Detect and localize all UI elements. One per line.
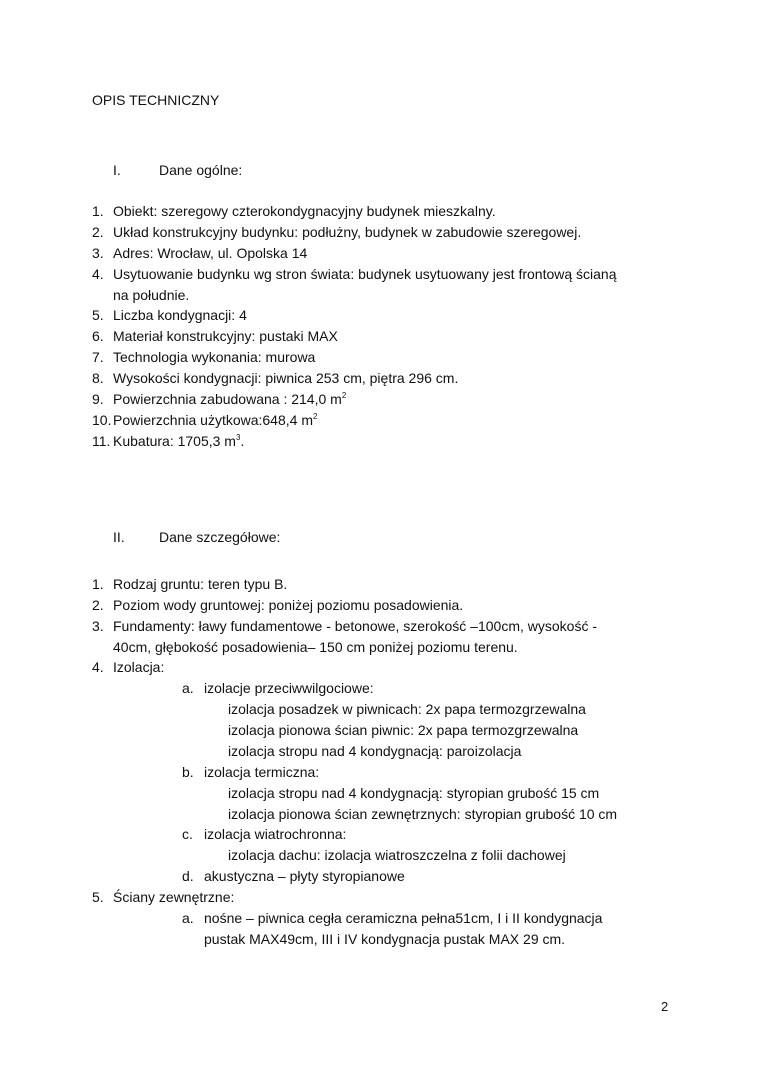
section-1-number: I.	[113, 162, 121, 178]
list-item-number: 9.	[92, 391, 104, 407]
page-number: 2	[661, 999, 669, 1014]
list-item: Adres: Wrocław, ul. Opolska 14	[113, 245, 308, 261]
list-item-number: 1.	[92, 576, 104, 592]
list-item: Liczba kondygnacji: 4	[113, 307, 247, 323]
section-2-title: Dane szczegółowe:	[159, 529, 281, 545]
sublist-item-continuation: pustak MAX49cm, III i IV kondygnacja pustak MAX 29 cm.	[204, 931, 566, 947]
document-title: OPIS TECHNICZNY	[92, 92, 220, 108]
section-1-title: Dane ogólne:	[159, 162, 243, 178]
list-item-number: 4.	[92, 659, 104, 675]
list-item: Poziom wody gruntowej: poniżej poziomu posadowienia.	[113, 597, 464, 613]
list-item-number: 3.	[92, 245, 104, 261]
list-item-number: 10.	[92, 412, 112, 428]
detail-line: izolacja posadzek w piwnicach: 2x papa termozgrzewalna	[228, 701, 586, 717]
list-item-suffix: .	[240, 433, 245, 449]
list-item-text: Powierzchnia użytkowa:648,4 m	[113, 412, 313, 428]
sublist-item: nośne – piwnica cegła ceramiczna pełna51cm, I i II kondygnacja	[204, 910, 603, 926]
sublist-item: izolacje przeciwwilgociowe:	[204, 680, 374, 696]
list-item: Rodzaj gruntu: teren typu B.	[113, 576, 288, 592]
list-item-text: Kubatura: 1705,3 m	[113, 433, 236, 449]
list-item-number: 11.	[92, 433, 111, 449]
list-item-number: 2.	[92, 224, 104, 240]
list-item	[113, 431, 244, 452]
section-2-number: II.	[113, 529, 125, 545]
list-item-number: 5.	[92, 307, 104, 323]
list-item: Wysokości kondygnacji: piwnica 253 cm, piętra 296 cm.	[113, 370, 459, 386]
detail-line: izolacja pionowa ścian piwnic: 2x papa termozgrzewalna	[228, 722, 579, 738]
sublist-item: izolacja termiczna:	[204, 764, 320, 780]
list-item-number: 2.	[92, 597, 104, 613]
list-item-continuation: na południe.	[113, 287, 190, 303]
detail-line: izolacja pionowa ścian zewnętrznych: styropian grubość 10 cm	[228, 806, 618, 822]
list-item-continuation: 40cm, głębokość posadowienia– 150 cm poniżej poziomu terenu.	[113, 639, 518, 655]
detail-line: izolacja stropu nad 4 kondygnacją: paroizolacja	[228, 743, 522, 759]
superscript: 2	[313, 412, 318, 421]
list-item-number: 6.	[92, 328, 104, 344]
superscript: 3	[235, 433, 241, 442]
list-item	[113, 410, 317, 431]
sublist-letter: c.	[182, 826, 193, 842]
superscript: 2	[341, 391, 347, 400]
list-item-number: 1.	[92, 203, 104, 219]
list-item: Materiał konstrukcyjny: pustaki MAX	[113, 328, 338, 344]
list-item: Izolacja:	[113, 659, 165, 675]
list-item: Układ konstrukcyjny budynku: podłużny, budynek w zabudowie szeregowej.	[113, 224, 582, 240]
list-item: Obiekt: szeregowy czterokondygnacyjny budynek mieszkalny.	[113, 203, 496, 219]
list-item: Fundamenty: ławy fundamentowe - betonowe, szerokość –100cm, wysokość -	[113, 618, 598, 634]
sublist-letter: d.	[182, 868, 194, 884]
sublist-letter: b.	[182, 764, 194, 780]
sublist-letter: a.	[182, 680, 194, 696]
list-item-number: 7.	[92, 349, 104, 365]
detail-line: izolacja stropu nad 4 kondygnacją: styropian grubość 15 cm	[228, 785, 600, 801]
list-item-number: 5.	[92, 889, 104, 905]
sublist-letter: a.	[182, 910, 194, 926]
list-item: Technologia wykonania: murowa	[113, 349, 316, 365]
list-item	[113, 389, 346, 410]
list-item-number: 4.	[92, 266, 104, 282]
sublist-item: izolacja wiatrochronna:	[204, 826, 347, 842]
list-item: Usytuowanie budynku wg stron świata: budynek usytuowany jest frontową ścianą	[113, 266, 617, 282]
detail-line: izolacja dachu: izolacja wiatroszczelna z folii dachowej	[228, 847, 566, 863]
sublist-item: akustyczna – płyty styropianowe	[204, 868, 405, 884]
list-item-number: 3.	[92, 618, 104, 634]
list-item-text: Powierzchnia zabudowana : 214,0 m	[113, 391, 342, 407]
list-item: Ściany zewnętrzne:	[113, 889, 235, 905]
list-item-number: 8.	[92, 370, 104, 386]
